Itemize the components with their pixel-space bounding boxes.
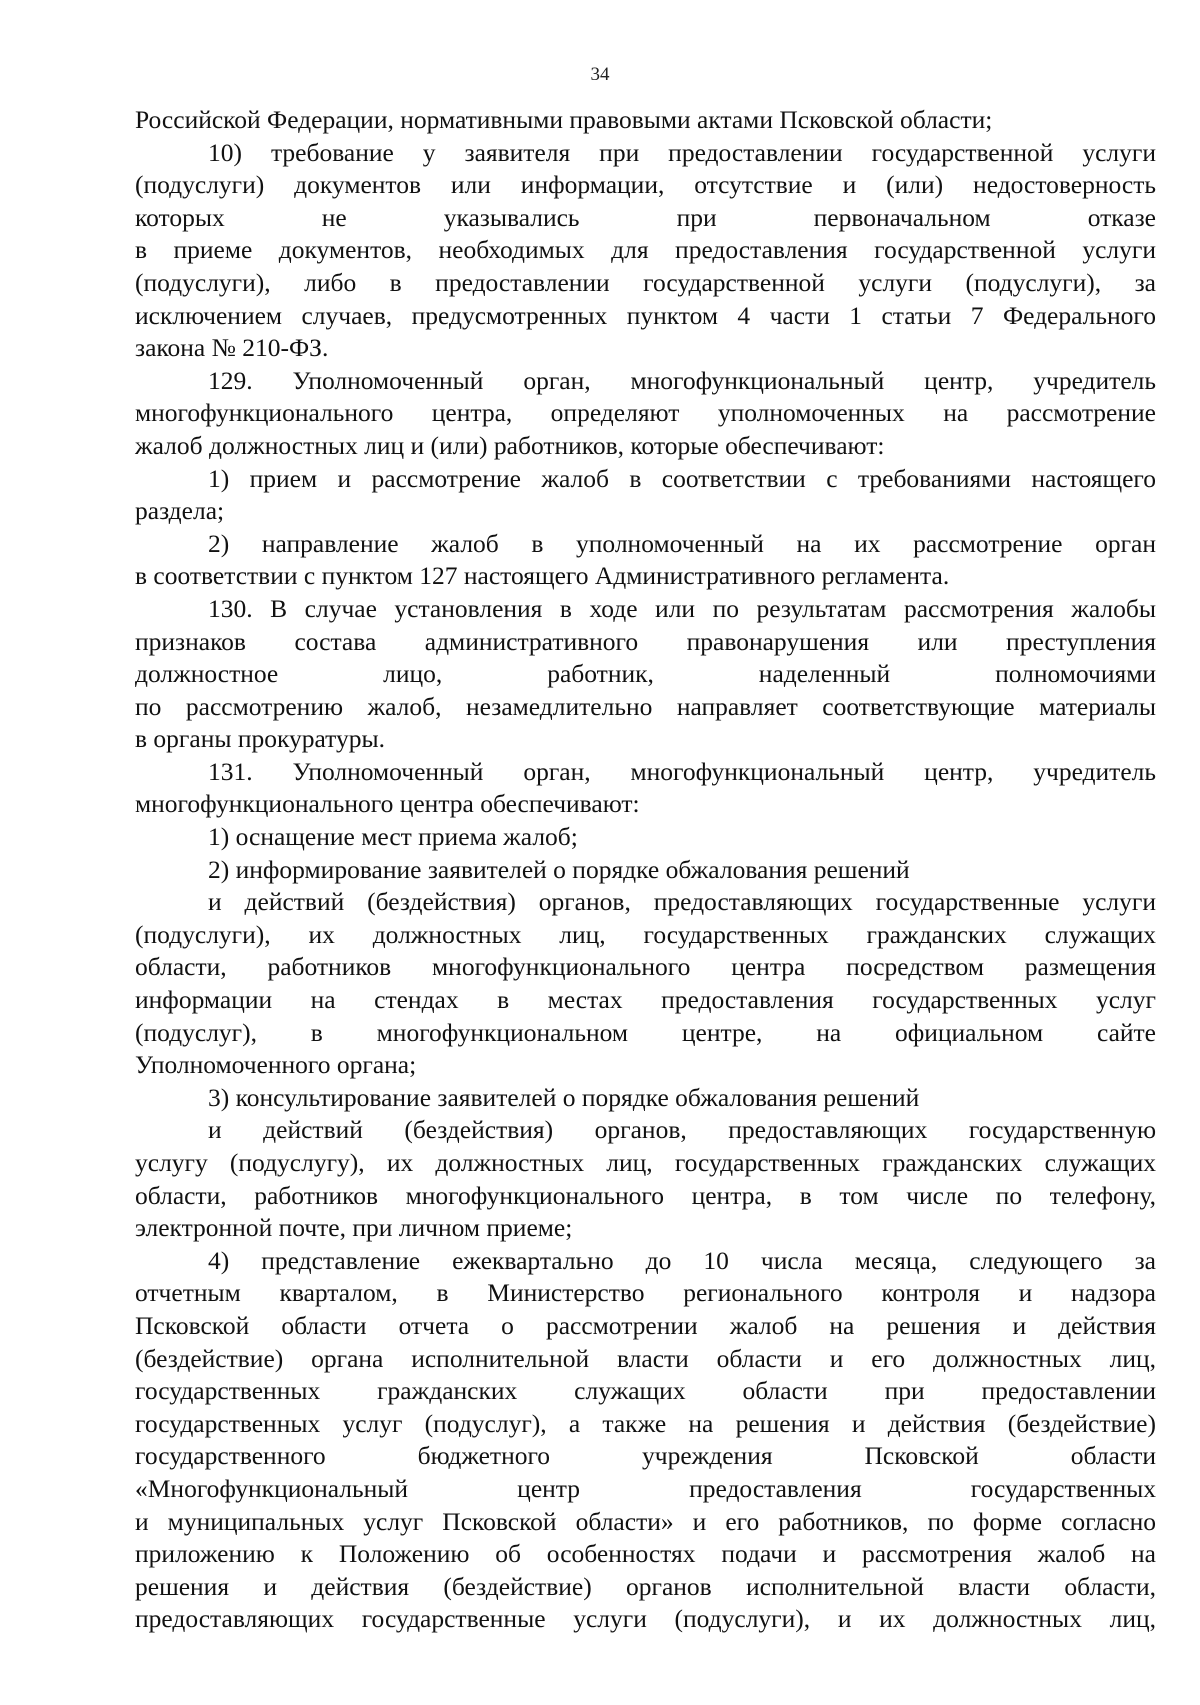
text-line: 1) оснащение мест приема жалоб;: [208, 822, 578, 852]
text-line: по рассмотрению жалоб, незамедлительно направляет соответствующие материалы: [135, 691, 1156, 721]
text-line: многофункционального центра, определяют уполномоченных на рассмотрение: [135, 398, 1156, 428]
text-line: 10) требование у заявителя при предоставлении государственной услуги: [208, 137, 1156, 167]
text-line: Псковской области отчета о рассмотрении жалоб на решения и действия: [135, 1310, 1156, 1340]
text-line: многофункционального центра обеспечивают:: [135, 789, 640, 819]
document-body: [135, 104, 1156, 1636]
text-line: в приеме документов, необходимых для предоставления государственной услуги: [135, 235, 1156, 265]
text-line: (подуслуги), их должностных лиц, государственных гражданских служащих: [135, 919, 1156, 949]
text-line: электронной почте, при личном приеме;: [135, 1213, 573, 1243]
text-line: Уполномоченного органа;: [135, 1050, 417, 1080]
text-line: которых не указывались при первоначальном отказе: [135, 202, 1156, 232]
text-line: и действий (бездействия) органов, предоставляющих государственные услуги: [208, 887, 1156, 917]
text-line: в органы прокуратуры.: [135, 724, 385, 754]
text-line: 2) информирование заявителей о порядке обжалования решений: [208, 854, 910, 884]
text-line: области, работников многофункционального центра посредством размещения: [135, 952, 1156, 982]
text-line: услугу (подуслугу), их должностных лиц, государственных гражданских служащих: [135, 1148, 1156, 1177]
text-line: должностное лицо, работник, наделенный полномочиями: [135, 659, 1156, 689]
text-line: признаков состава административного правонарушения или преступления: [135, 626, 1156, 656]
text-line: отчетным кварталом, в Министерство регионального контроля и надзора: [135, 1278, 1156, 1308]
text-line: исключением случаев, предусмотренных пунктом 4 части 1 статьи 7 Федерального: [135, 300, 1156, 330]
text-line: закона № 210-ФЗ.: [135, 333, 329, 363]
text-line: государственного бюджетного учреждения Псковской области: [135, 1441, 1156, 1471]
text-line: информации на стендах в местах предоставления государственных услуг: [135, 985, 1156, 1015]
text-line: (бездействие) органа исполнительной власти области и его должностных лиц,: [135, 1343, 1156, 1373]
text-line: жалоб должностных лиц и (или) работников, которые обеспечивают:: [135, 430, 885, 460]
text-line: и муниципальных услуг Псковской области» и его работников, по форме согласно: [135, 1506, 1156, 1536]
text-line: 129. Уполномоченный орган, многофункциональный центр, учредитель: [208, 365, 1156, 395]
text-line: решения и действия (бездействие) органов исполнительной власти области,: [135, 1571, 1156, 1601]
text-line: области, работников многофункционального центра, в том числе по телефону,: [135, 1180, 1156, 1210]
text-line: и действий (бездействия) органов, предоставляющих государственную: [208, 1115, 1156, 1145]
text-line: (подуслуги), либо в предоставлении государственной услуги (подуслуги), за: [135, 267, 1156, 297]
text-line: в соответствии с пунктом 127 настоящего Административного регламента.: [135, 561, 950, 591]
text-line: приложению к Положению об особенностях подачи и рассмотрения жалоб на: [135, 1539, 1156, 1569]
text-line: 2) направление жалоб в уполномоченный на их рассмотрение орган: [208, 528, 1156, 558]
text-line: предоставляющих государственные услуги (подуслуги), и их должностных лиц,: [135, 1604, 1156, 1634]
text-line: (подуслуг), в многофункциональном центре, на официальном сайте: [135, 1017, 1156, 1047]
text-line: государственных гражданских служащих области при предоставлении: [135, 1376, 1156, 1406]
text-line: 130. В случае установления в ходе или по результатам рассмотрения жалобы: [208, 593, 1156, 623]
page-number: 34: [590, 64, 610, 85]
text-line: 131. Уполномоченный орган, многофункциональный центр, учредитель: [208, 756, 1156, 786]
text-line: 4) представление ежеквартально до 10 числа месяца, следующего за: [208, 1245, 1156, 1275]
text-line: Российской Федерации, нормативными правовыми актами Псковской области;: [135, 105, 993, 134]
text-line: «Многофункциональный центр предоставления государственных: [135, 1473, 1156, 1503]
text-line: 3) консультирование заявителей о порядке обжалования решений: [208, 1082, 920, 1112]
text-line: государственных услуг (подуслуг), а также на решения и действия (бездействие): [135, 1408, 1156, 1438]
text-line: раздела;: [135, 496, 225, 526]
text-line: 1) прием и рассмотрение жалоб в соответствии с требованиями настоящего: [208, 463, 1156, 493]
text-line: (подуслуги) документов или информации, отсутствие и (или) недостоверность: [135, 170, 1156, 200]
